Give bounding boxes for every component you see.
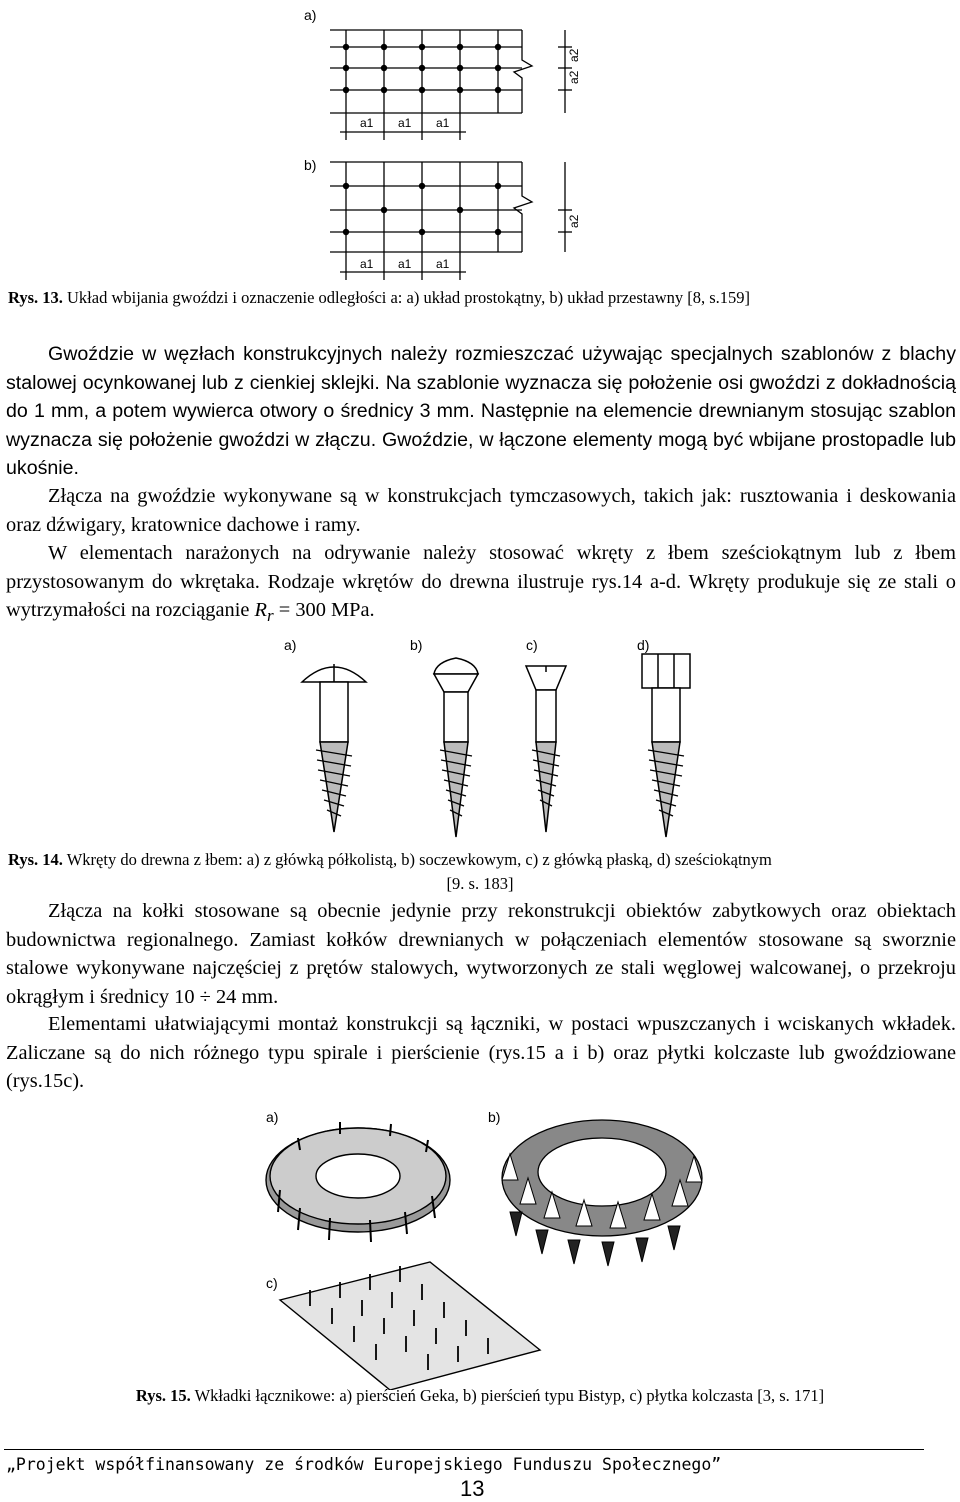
fig14-label-c: c): [526, 637, 538, 653]
caption-15-number: Rys. 15.: [135, 1386, 191, 1405]
paragraph-connectors: [6, 1010, 956, 1096]
figure-13-nail-layout: [300, 0, 635, 290]
para3-text: W elementach narażonych na odrywanie należy stosować wkręty z łbem sześciokątnym lub z łbem przystosowanym do wkrętaka. Rodzaje wkrętów do drewna ilustruje rys.14 a-d. Wkręty produkuje się ze stali o wytrzymałości na rozciąganie: [6, 542, 956, 622]
fig13-dim-a1: a1: [436, 257, 450, 271]
figure-15-caption: [0, 1386, 960, 1406]
caption-14-number: Rys. 14.: [8, 850, 63, 869]
figure-14-wood-screws: [262, 632, 732, 847]
para1-sentence-1: Gwoździe w węzłach konstrukcyjnych należy rozmieszczać używając specjalnych szablonów z blachy stalowej ocynkowanej lub z cienkiej sklejki. Na szablonie wyznacza się położenie osi gwoździ z dokładnością do 1 mm, a potem wywierca otwory o średnicy 3 mm.: [6, 343, 956, 423]
figure-15-connectors: [240, 1100, 720, 1390]
fig13-dim-a1: a1: [436, 116, 450, 130]
fig13-dim-a1: a1: [360, 257, 374, 271]
figure-14-caption-line2: [0, 874, 960, 894]
para3-subscript: r: [267, 606, 274, 626]
caption-15-text: Wkładki łącznikowe: a) pierścień Geka, b) pierścień typu Bistyp, c) płytka kolczasta [3, s. 171]: [190, 1386, 825, 1405]
fig13-dim-a1: a1: [398, 257, 412, 271]
para3-symbol: R: [254, 599, 268, 622]
paragraph-screws: [6, 539, 956, 631]
caption-14-source: [9. s. 183]: [446, 874, 514, 893]
paragraph-nail-joints: [6, 482, 956, 539]
figure-13-caption: [8, 288, 960, 308]
para3-tail: = 300 MPa.: [273, 599, 375, 622]
fig13-label-a: a): [304, 7, 317, 23]
fig13-dim-a1: a1: [398, 116, 412, 130]
para1-sentence-3: Gwoździe, w łączone elementy mogą być wbijane prostopadle lub ukośnie.: [6, 428, 956, 480]
fig15-label-c: c): [266, 1275, 278, 1291]
fig15-label-b: b): [488, 1109, 501, 1125]
paragraph-dowels: [6, 897, 956, 1011]
fig13-label-b: b): [304, 157, 317, 173]
para4-text: Złącza na kołki stosowane są obecnie jedynie przy rekonstrukcji obiektów zabytkowych oraz obiektach budownictwa regionalnego. Zamiast kołków drewnianych w połączeniach elementów stosowane są sworznie stalowe wykonywane najczęściej z prętów stalowych, wytworzonych ze stali węglowej walcowanej, o przekroju okrągłym i średnicy 10 ÷ 24 mm.: [6, 900, 956, 1008]
para5-text: Elementami ułatwiającymi montaż konstrukcji są łączniki, w postaci wpuszczanych i wciskanych wkładek. Zaliczane są do nich różnego typu spirale i pierścienie (rys.15 a i b) oraz płytki kolczaste lub gwoździowane (rys.15c).: [6, 1013, 956, 1093]
figure-14-caption: [8, 850, 960, 870]
fig13-dim-a2: a2: [567, 70, 581, 84]
fig15-label-a: a): [266, 1109, 279, 1125]
caption-13-number: Rys. 13.: [8, 288, 63, 307]
page-number: 13: [460, 1476, 485, 1501]
caption-13-text: Układ wbijania gwoździ i oznaczenie odległości a: a) układ prostokątny, b) układ przestawny [8, s.159]: [62, 288, 751, 307]
para1-sentence-2: Następnie na elemencie drewnianym stosując szablon wyznacza się położenie gwoździ w złączu.: [6, 400, 956, 451]
fig13-dim-a2: a2: [567, 214, 581, 228]
fig14-label-d: d): [637, 637, 650, 653]
fig14-label-a: a): [284, 637, 297, 653]
footer-divider: [4, 1449, 924, 1450]
footer-funding-note: „Projekt współfinansowany ze środków Europejskiego Funduszu Społecznego”: [6, 1455, 722, 1474]
fig13-dim-a2: a2: [567, 48, 581, 62]
fig13-dim-a1: a1: [360, 116, 374, 130]
caption-14-text: Wkręty do drewna z łbem: a) z główką półkolistą, b) soczewkowym, c) z główką płaską, d) sześciokątnym: [62, 850, 772, 869]
fig14-label-b: b): [410, 637, 423, 653]
para2-text: Złącza na gwoździe wykonywane są w konstrukcjach tymczasowych, takich jak: rusztowania i deskowania oraz dźwigary, kratownice dachowe i ramy.: [6, 485, 956, 536]
paragraph-nail-templates: [6, 340, 956, 483]
